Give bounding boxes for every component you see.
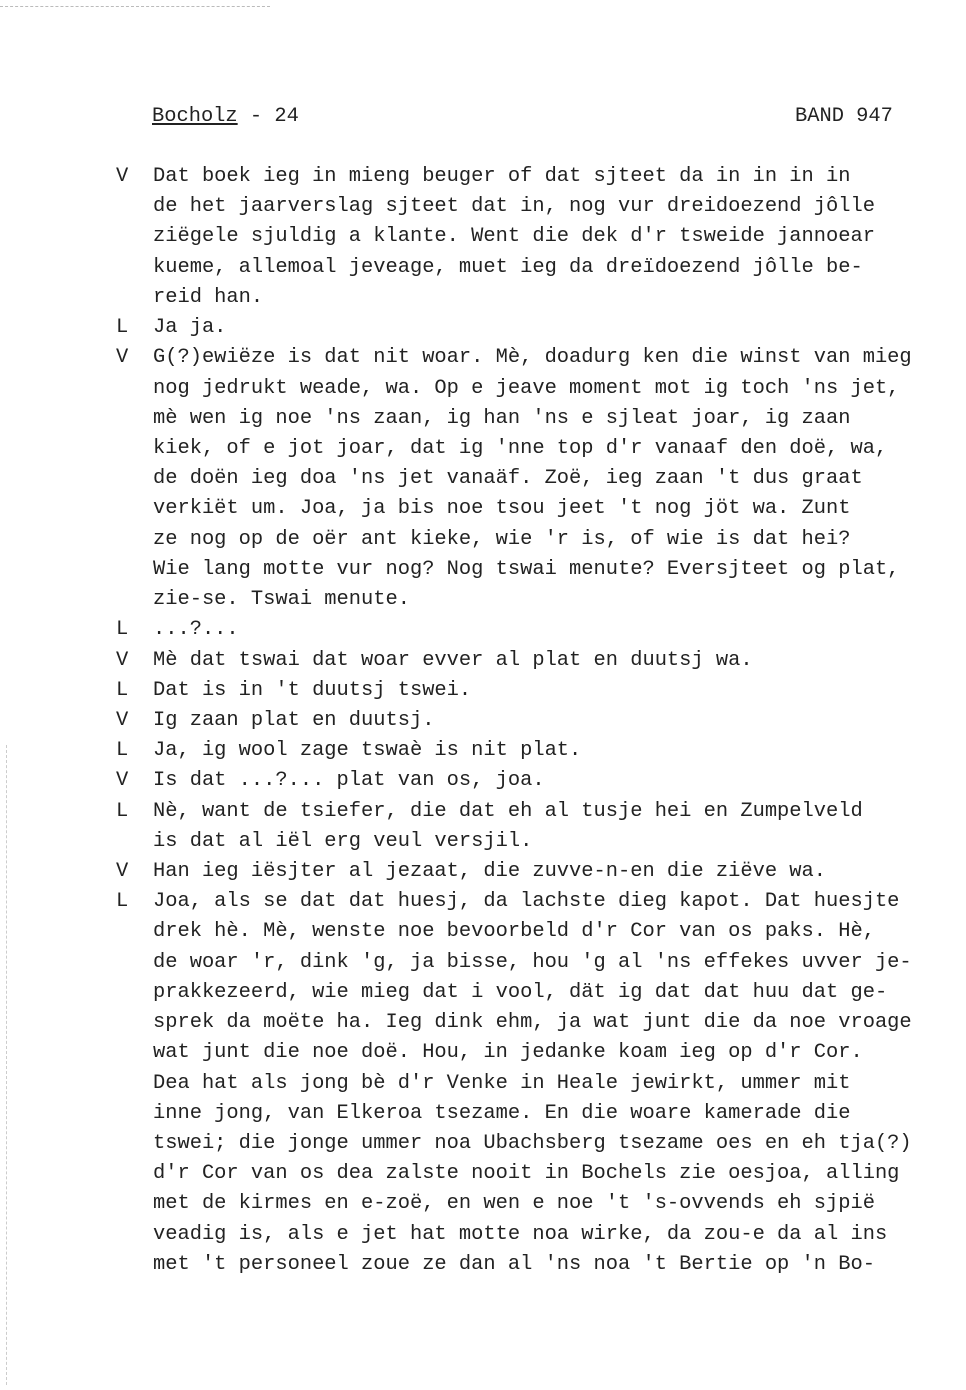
text-line: met de kirmes en e-zoë, en wen e noe 't 's-ovvends eh sjpië <box>153 1192 875 1216</box>
scan-artifact-top <box>0 6 270 27</box>
text-line: Dat is in 't duutsj tswei. <box>153 678 472 702</box>
text-line: G(?)ewiëze is dat nit woar. Mè, doadurg ken die winst van mieg <box>153 346 912 370</box>
utterance <box>153 646 966 676</box>
text-line: mè wen ig noe 'ns zaan, ig han 'ns e sjleat joar, ig zaan <box>153 406 851 430</box>
text-line: tswei; die jonge ummer noa Ubachsberg tsezame oes en eh tja(?) <box>153 1132 912 1155</box>
transcript-entry <box>0 857 966 887</box>
transcript-entry <box>0 343 966 615</box>
speaker-label: V <box>116 860 129 884</box>
speaker-label: L <box>116 316 129 340</box>
utterance <box>153 887 966 1280</box>
speaker-label: V <box>116 769 129 793</box>
utterance <box>153 857 966 887</box>
transcript-entry <box>0 676 966 706</box>
text-line: reid han. <box>153 285 264 309</box>
speaker-label: L <box>116 618 129 642</box>
utterance <box>153 736 966 766</box>
text-line: kueme, allemoal jeveage, muet ieg da dreïdoezend jôlle be- <box>153 255 863 279</box>
text-line: Han ieg iësjter al jezaat, die zuvve-n-en die ziëve wa. <box>153 860 827 884</box>
text-line: met 't personeel zoue ze dan al 'ns noa 't Bertie op 'n Bo- <box>153 1252 875 1276</box>
text-line: ...?... <box>153 618 239 642</box>
utterance <box>153 706 966 736</box>
utterance <box>153 615 966 645</box>
transcript-entry <box>0 797 966 857</box>
page-number: 24 <box>274 105 299 128</box>
speaker-label: L <box>116 678 129 702</box>
utterance <box>153 797 966 857</box>
text-line: Dea hat als jong bè d'r Venke in Heale jewirkt, ummer mit <box>153 1071 851 1095</box>
text-line: kiek, of e jot joar, dat ig 'nne top d'r vanaaf den doë, wa, <box>153 436 888 460</box>
text-line: Dat boek ieg in mieng beuger of dat sjteet da in in in in <box>153 165 851 188</box>
band-number: BAND 947 <box>795 105 893 128</box>
text-line: ze nog op de oër ant kieke, wie 'r is, of wie is dat hei? <box>153 527 851 551</box>
utterance <box>153 676 966 706</box>
transcript-entry <box>0 887 966 1280</box>
text-line: Joa, als se dat dat huesj, da lachste dieg kapot. Dat huesjte <box>153 890 900 914</box>
text-line: Mè dat tswai dat woar evver al plat en duutsj wa. <box>153 648 753 672</box>
text-line: Ig zaan plat en duutsj. <box>153 708 435 732</box>
text-line: Wie lang motte vur nog? Nog tswai menute? Eversjteet og plat, <box>153 557 900 581</box>
header-separator: - <box>237 105 275 128</box>
utterance <box>153 162 966 313</box>
text-line: is dat al iël erg veul versjil. <box>153 829 533 853</box>
text-line: de doën ieg doa 'ns jet vanaäf. Zoë, ieg zaan 't dus graat <box>153 467 863 491</box>
transcript-entry <box>0 766 966 796</box>
speaker-label: L <box>116 739 129 763</box>
place-name: Bocholz <box>152 105 238 128</box>
text-line: prakkezeerd, wie mieg dat i vool, dät ig dat dat huu dat ge- <box>153 980 888 1004</box>
transcript-entry <box>0 706 966 736</box>
transcript-entry <box>0 313 966 343</box>
page-header-left <box>152 102 299 132</box>
speaker-label: V <box>116 165 129 188</box>
transcript-entry <box>0 646 966 676</box>
text-line: zie-se. Tswai menute. <box>153 588 410 612</box>
text-line: ziëgele sjuldig a klante. Went die dek d'r tsweide jannoear <box>153 225 875 249</box>
text-line: nog jedrukt weade, wa. Op e jeave moment mot ig toch 'ns jet, <box>153 376 900 400</box>
text-line: Nè, want de tsiefer, die dat eh al tusje hei en Zumpelveld <box>153 799 863 823</box>
text-line: de het jaarverslag sjteet dat in, nog vur dreidoezend jôlle <box>153 195 875 219</box>
text-line: drek hè. Mè, wenste noe bevoorbeld d'r Cor van os paks. Hè, <box>153 920 875 944</box>
speaker-label: L <box>116 799 129 823</box>
text-line: sprek da moëte ha. Ieg dink ehm, ja wat junt die da noe vroage <box>153 1011 912 1035</box>
transcript-entry <box>0 736 966 766</box>
text-line: wat junt die noe doë. Hou, in jedanke koam ieg op d'r Cor. <box>153 1041 863 1065</box>
text-line: de woar 'r, dink 'g, ja bisse, hou 'g al 'ns effekes uvver je- <box>153 950 912 974</box>
utterance <box>153 343 966 615</box>
speaker-label: L <box>116 890 129 914</box>
utterance <box>153 766 966 796</box>
transcript-entry <box>0 162 966 313</box>
text-line: verkiët um. Joa, ja bis noe tsou jeet 't nog jöt wa. Zunt <box>153 497 851 521</box>
speaker-label: V <box>116 648 129 672</box>
speaker-label: V <box>116 708 129 732</box>
text-line: Is dat ...?... plat van os, joa. <box>153 769 545 793</box>
speaker-label: V <box>116 346 129 370</box>
text-line: Ja, ig wool zage tswaè is nit plat. <box>153 739 582 763</box>
text-line: Ja ja. <box>153 316 227 340</box>
text-line: veadig is, als e jet hat motte noa wirke, da zou-e da al ins <box>153 1222 888 1246</box>
transcript-entry <box>0 615 966 645</box>
transcript <box>0 162 966 1280</box>
text-line: inne jong, van Elkeroa tsezame. En die woare kamerade die <box>153 1101 851 1125</box>
text-line: d'r Cor van os dea zalste nooit in Bochels zie oesjoa, alling <box>153 1162 900 1186</box>
utterance <box>153 313 966 343</box>
